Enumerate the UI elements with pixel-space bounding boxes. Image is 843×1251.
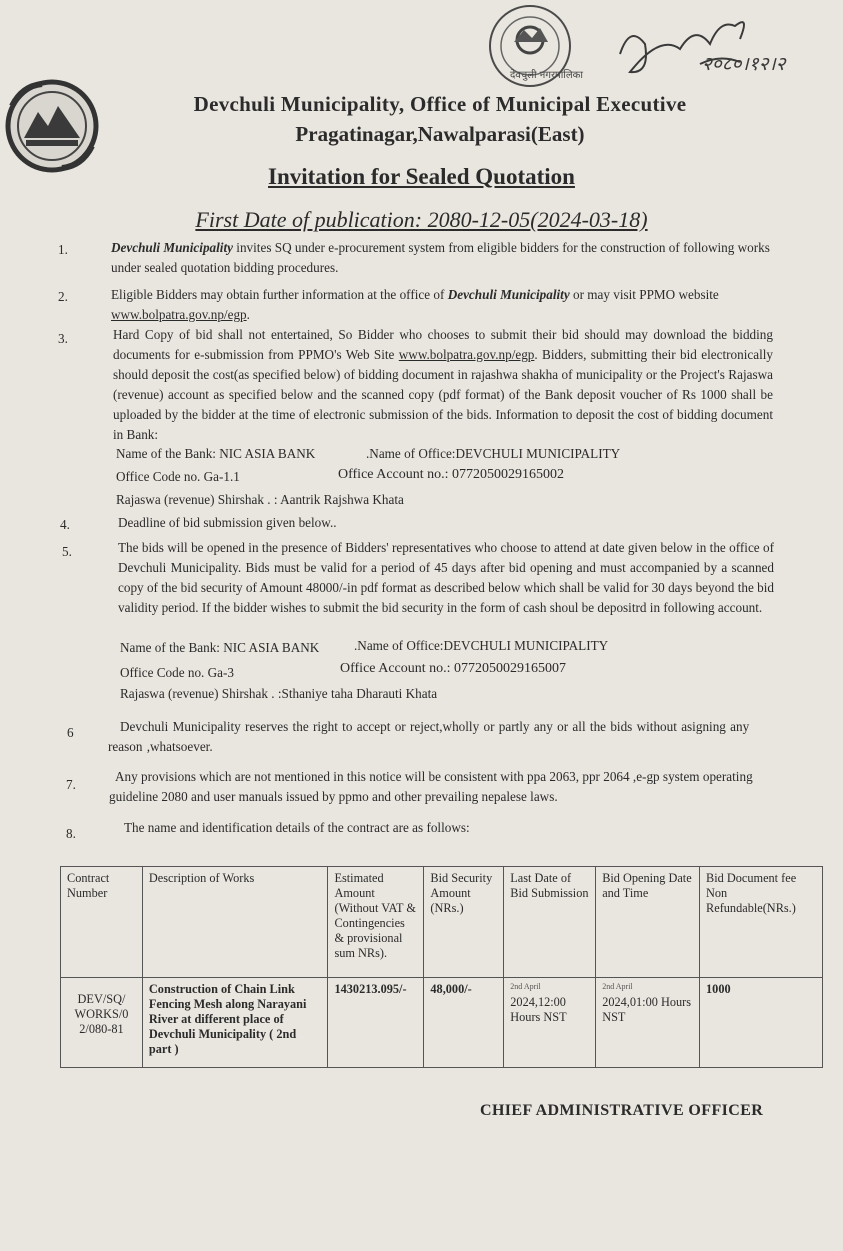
list-item: Deadline of bid submission given below.. xyxy=(118,515,337,530)
item-text: Eligible Bidders may obtain further information at the office of xyxy=(111,287,448,302)
list-item: The name and identification details of the contract are as follows: xyxy=(124,820,470,835)
publication-date: First Date of publication: 2080-12-05(2024-03-18) xyxy=(195,207,648,232)
table-header-row xyxy=(61,867,823,978)
column-header: Last Date of Bid Submission xyxy=(504,867,596,978)
list-item: The bids will be opened in the presence of Bidders' representatives who choose to attend at date given below in the office of Devchuli Municipality. Bids must be valid for a period of 45 days after bid opening and must accompanied by a scanned copy of the bid security of Amount 48000/-in pdf format as described below which shall be valid for 30 days beyond the bid validity period. If the bidder wishes to submit the bid security in the form of cash shoul be depositrd in following account. xyxy=(118,540,774,615)
contract-table xyxy=(60,866,823,1068)
bid-document-fee: 1000 xyxy=(700,978,823,1068)
bid-security-amount: 48,000/- xyxy=(424,978,504,1068)
column-header: Contract Number xyxy=(61,867,143,978)
column-header: Bid Opening Date and Time xyxy=(596,867,700,978)
list-item: Any provisions which are not mentioned in this notice will be consistent with ppa 2063, ppr 2064 ,e-gp system operating guideline 2080 and user manuals issued by ppmo and other prevailing nepalese laws. xyxy=(109,769,753,804)
office-name: Devchuli Municipality, Office of Municipal Executive xyxy=(193,92,687,116)
list-item xyxy=(111,238,776,278)
date-note: 2nd April xyxy=(602,982,633,991)
date-note: 2nd April xyxy=(510,982,541,991)
opening-date: 2024,01:00 Hours NST xyxy=(602,995,691,1024)
contract-number: DEV/SQ/ WORKS/0 2/080-81 xyxy=(61,978,143,1068)
item-text: or may visit PPMO website xyxy=(569,287,719,302)
item-number: 5. xyxy=(62,544,72,559)
last-date-cell xyxy=(504,978,596,1068)
item-number: 6 xyxy=(67,725,74,740)
list-item xyxy=(111,285,776,325)
municipality-name: Devchuli Municipality xyxy=(447,287,570,302)
bank-name: Name of the Bank: NIC ASIA BANK xyxy=(116,446,316,461)
item-number: 2. xyxy=(58,289,68,304)
municipality-name: Devchuli Municipality xyxy=(111,240,233,255)
item-text: . xyxy=(246,307,250,322)
ppmo-link[interactable]: www.bolpatra.gov.np/egp xyxy=(111,307,247,322)
column-header: Estimated Amount (Without VAT & Contingencies & provisional sum NRs). xyxy=(328,867,424,978)
office-code: Office Code no. Ga-3 xyxy=(120,665,235,680)
item-text: Hard Copy of bid shall not entertained, So Bidder who chooses to submit their bid should may download the bidding documents for e-submission from PPMO's Web Site xyxy=(113,327,773,362)
office-name-line: .Name of Office:DEVCHULI MUNICIPALITY xyxy=(354,638,609,653)
ppmo-link[interactable]: www.bolpatra.gov.np/egp xyxy=(398,347,535,362)
list-item: Devchuli Municipality reserves the right to accept or reject,wholly or partly any or all the bids without asigning any reason ,whatsoever. xyxy=(108,719,750,754)
office-account: Office Account no.: 0772050029165002 xyxy=(338,467,565,482)
item-number: 8. xyxy=(66,826,76,841)
signature xyxy=(600,4,830,104)
office-account: Office Account no.: 0772050029165007 xyxy=(340,661,567,676)
office-code: Office Code no. Ga-1.1 xyxy=(116,469,240,484)
opening-date-cell xyxy=(596,978,700,1068)
office-stamp xyxy=(460,2,590,97)
last-date: 2024,12:00 Hours NST xyxy=(510,995,567,1024)
list-item xyxy=(113,325,773,445)
stamp-text: देवचुली नगरपालिका xyxy=(510,70,583,81)
item-number: 3. xyxy=(58,331,68,346)
bank-name: Name of the Bank: NIC ASIA BANK xyxy=(120,640,320,655)
signature-date: २०८०।१२।२ xyxy=(702,53,786,75)
estimated-amount: 1430213.095/- xyxy=(328,978,424,1068)
item-text: invites SQ under e-procurement system from eligible bidders for the construction of following works under sealed quotation bidding procedures. xyxy=(111,240,770,275)
table-row xyxy=(61,978,823,1068)
item-number: 1. xyxy=(58,242,68,257)
column-header: Bid Security Amount (NRs.) xyxy=(424,867,504,978)
rajaswa-heading: Rajaswa (revenue) Shirshak . :Sthaniye taha Dharauti Khata xyxy=(120,686,438,701)
work-description: Construction of Chain Link Fencing Mesh along Narayani River at different place of Devchuli Municipality ( 2nd part ) xyxy=(142,978,328,1068)
office-address: Pragatinagar,Nawalparasi(East) xyxy=(295,122,585,146)
item-text: . Bidders, submitting their bid electronically should deposit the cost(as specified below) of bidding document in rajashwa shakha of municipality or the Project's Rajaswa (revenue) account as specified below and the scanned copy (pdf format) of the Bank deposit voucher of Rs 1000 shall be uploaded by the bidder at the time of electronic submission of the bids. Information to deposit the cost of bidding document in Bank: xyxy=(113,347,773,442)
office-name-line: .Name of Office:DEVCHULI MUNICIPALITY xyxy=(366,446,621,461)
item-number: 4. xyxy=(60,517,70,532)
signoff-title: CHIEF ADMINISTRATIVE OFFICER xyxy=(480,1102,764,1119)
item-number: 7. xyxy=(66,777,76,792)
column-header: Description of Works xyxy=(142,867,328,978)
notice-title: Invitation for Sealed Quotation xyxy=(268,164,575,189)
rajaswa-heading: Rajaswa (revenue) Shirshak . : Aantrik Rajshwa Khata xyxy=(116,492,404,507)
municipality-logo xyxy=(2,76,102,176)
column-header: Bid Document fee Non Refundable(NRs.) xyxy=(700,867,823,978)
